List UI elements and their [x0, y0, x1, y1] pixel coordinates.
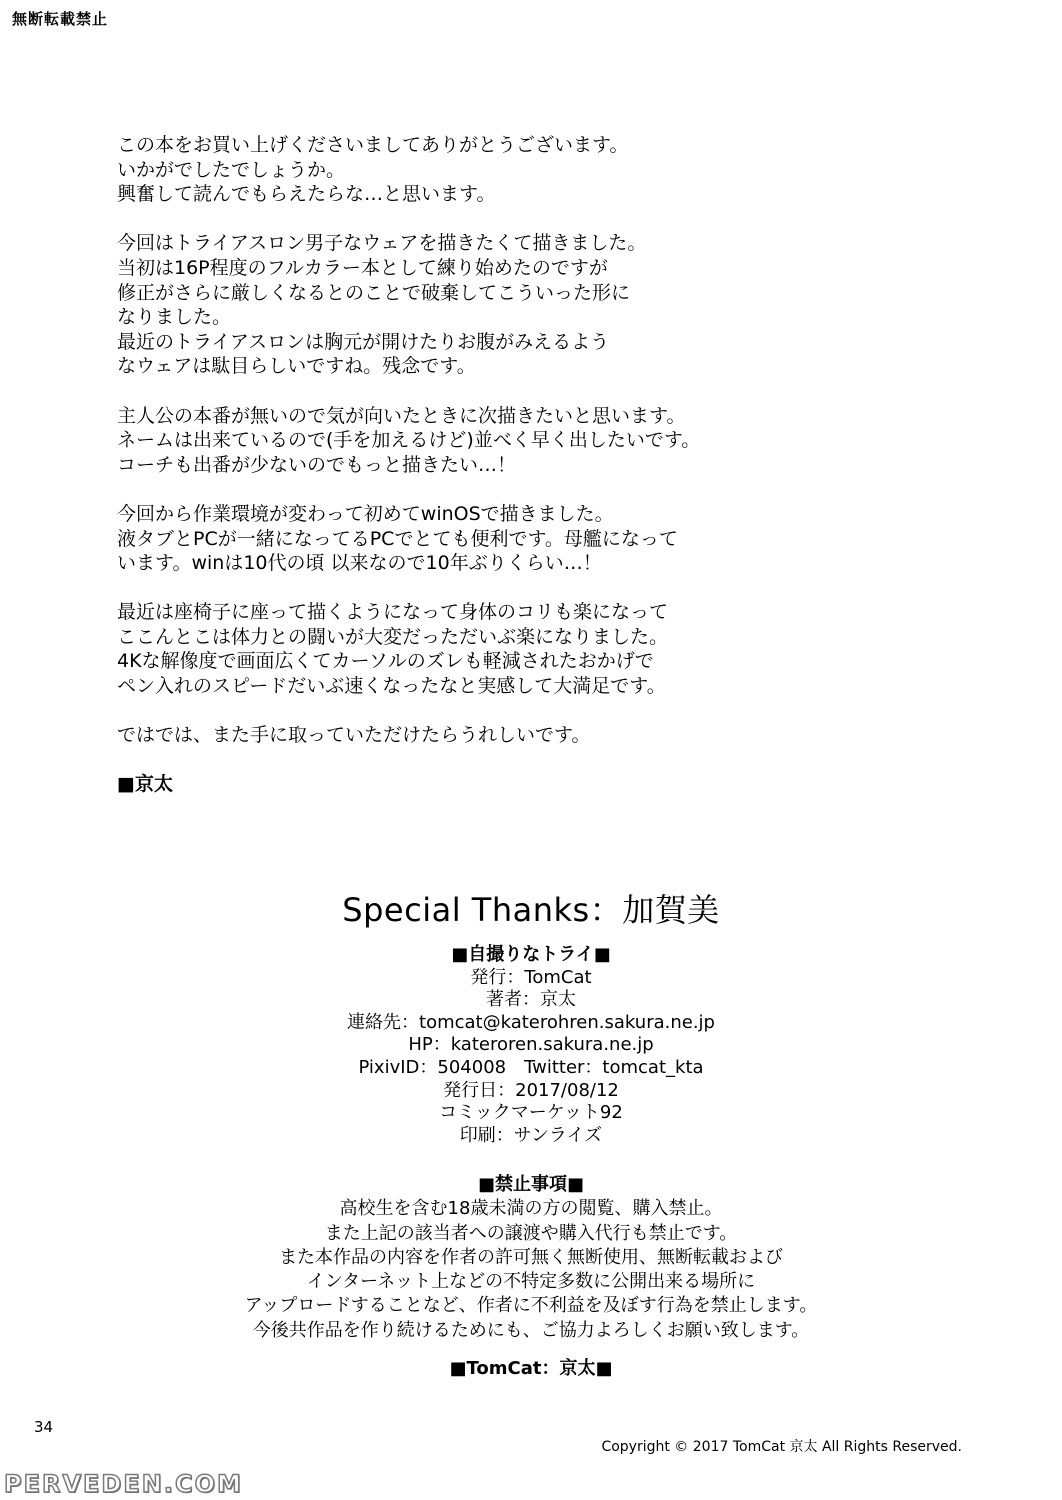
colophon-date: 発行日：2017/08/12	[443, 1079, 619, 1101]
colophon	[0, 944, 1062, 1147]
prohibited-items	[0, 1173, 1062, 1343]
special-thanks: Special Thanks：加賀美	[342, 891, 720, 929]
page-number: 34	[34, 1418, 54, 1436]
afterword-line: ここんとこは体力との闘いが大変だっただいぶ楽になりました。	[117, 625, 669, 648]
afterword-line: 最近は座椅子に座って描くようになって身体のコリも楽になって	[117, 601, 669, 624]
colophon-contact: 連絡先：tomcat@katerohren.sakura.ne.jp	[347, 1011, 715, 1033]
afterword-line: 主人公の本番が無いので気が向いたときに次描きたいと思います。	[117, 404, 686, 427]
rules-line: また本作品の内容を作者の許可無く無断使用、無断転載および	[279, 1246, 783, 1268]
afterword-line: なりました。	[117, 306, 232, 329]
afterword-line: 当初は16P程度のフルカラー本として練り始めたのですが	[117, 256, 608, 279]
afterword-signature: ■京太	[117, 773, 173, 796]
rules-line: 今後共作品を作り続けるためにも、ご協力よろしくお願い致します。	[252, 1319, 810, 1341]
afterword-line: 液タブとPCが一緒になってるPCでとても便利です。母艦になって	[117, 527, 678, 550]
rules-line: 高校生を含む18歳未満の方の閲覧、購入禁止。	[339, 1198, 723, 1220]
afterword-line: ではでは、また手に取っていただけたらうれしいです。	[117, 724, 591, 747]
copyright-notice: Copyright © 2017 TomCat 京太 All Rights Reserved.	[601, 1439, 962, 1455]
colophon-homepage: HP：kateroren.sakura.ne.jp	[408, 1034, 654, 1056]
colophon-event: コミックマーケット92	[439, 1102, 623, 1124]
afterword-line: ペン入れのスピードだいぶ速くなったなと実感して大満足です。	[117, 675, 666, 698]
colophon-printer: 印刷：サンライズ	[459, 1124, 603, 1146]
afterword-line: います。winは10代の頃 以来なので10年ぶりくらい…！	[117, 552, 602, 575]
afterword-line: ネームは出来ているので(手を加えるけど)並べく早く出したいです。	[117, 429, 701, 452]
afterword-line: 今回はトライアスロン男子なウェアを描きたくて描きました。	[117, 232, 647, 255]
site-watermark: PERVEDEN.COM	[4, 1470, 243, 1498]
circle-signature: ■TomCat：京太■	[449, 1358, 613, 1379]
afterword-line: 最近のトライアスロンは胸元が開けたりお腹がみえるよう	[117, 330, 610, 353]
no-reprint-notice: 無断転載禁止	[12, 10, 109, 28]
colophon-social: PixivID：504008 Twitter：tomcat_kta	[358, 1056, 704, 1078]
rules-line: また上記の該当者への譲渡や購入代行も禁止です。	[324, 1222, 738, 1244]
afterword-line: 今回から作業環境が変わって初めてwinOSで描きました。	[117, 502, 614, 525]
rules-line: アップロードすることなど、作者に不利益を及ぼす行為を禁止します。	[244, 1295, 818, 1317]
colophon-author: 著者：京太	[486, 989, 576, 1011]
colophon-publisher: 発行：TomCat	[470, 966, 592, 988]
rules-title: ■禁止事項■	[477, 1174, 584, 1195]
afterword-line: 修正がさらに厳しくなるとのことで破棄してこういった形に	[117, 281, 631, 304]
afterword-line: この本をお買い上げくださいましてありがとうございます。	[117, 134, 629, 156]
afterword-line: 興奮して読んでもらえたらな…と思います。	[117, 183, 496, 206]
afterword-line: 4Kな解像度で画面広くてカーソルのズレも軽減されたおかげで	[117, 650, 654, 673]
colophon-title: ■自撮りなトライ■	[451, 944, 611, 965]
rules-line: インターネット上などの不特定多数に公開出来る場所に	[306, 1271, 756, 1293]
afterword-line: いかがでしたでしょうか。	[117, 158, 346, 181]
afterword-text	[117, 133, 877, 797]
afterword-line: コーチも出番が少ないのでもっと描きたい…！	[117, 453, 517, 476]
afterword-line: なウェアは駄目らしいですね。残念です。	[117, 355, 476, 378]
